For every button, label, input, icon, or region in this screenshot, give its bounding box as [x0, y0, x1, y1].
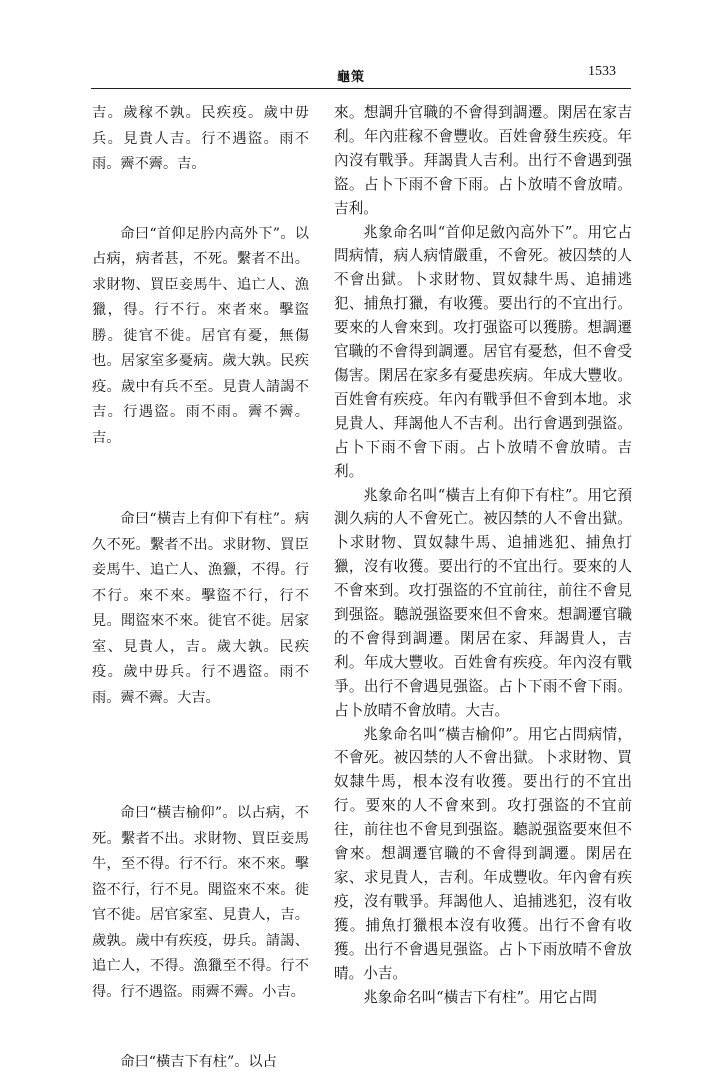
right-column-translation [334, 101, 632, 1009]
left-paragraph-3: 命曰“橫吉上有仰下有柱”。病久不死。繫者不出。求財物、買臣妾馬牛、追亡人、漁獵，不得。行不行。來不來。擊盜不行，行不見。聞盜來不來。徙官不徙。居家室、見貴人，吉。歲大孰。民疾疫。歲中毋兵。行不遇盜。雨不雨。霽不霽。大吉。 [92, 511, 309, 706]
left-column-original-text [92, 101, 309, 1076]
left-paragraph-1: 吉。歲稼不孰。民疾疫。歲中毋兵。見貴人吉。行不遇盜。雨不雨。霽不霽。吉。 [92, 105, 309, 172]
right-paragraph-1: 來。想調升官職的不會得到調遷。閑居在家吉利。年內莊稼不會豐收。百姓會發生疾疫。年內沒有戰爭。拜謁貴人吉利。出行不會遇到强盜。占卜下雨不會下雨。占卜放晴不會放晴。吉利。 [334, 104, 632, 217]
running-title: 龜策 [337, 70, 366, 85]
page-number: 1533 [588, 64, 616, 79]
right-paragraph-2: 兆象命名叫“首仰足斂內高外下”。用它占問病情，病人病情嚴重，不會死。被囚禁的人不會出獄。卜求財物、買奴隸牛馬、追捕逃犯、捕魚打獵，有收獲。要出行的不宜出行。要來的人會來到。攻打强盜可以獲勝。想調遷官職的不會得到調遷。居官有憂愁，但不會受傷害。閑居在家多有憂患疾病。年成大豐收。百姓會有疾疫。年內有戰爭但不會到本地。求見貴人、拜謁他人不吉利。出行會遇到强盜。占卜下雨不會下雨。占卜放晴不會放晴。吉利。 [334, 223, 632, 480]
header-rule [91, 88, 631, 89]
left-paragraph-2: 命曰“首仰足肣内高外下”。以占病，病者甚，不死。繫者不出。求財物、買臣妾馬牛、追亡人、漁獵，得。行不行。來者來。擊盜勝。徙官不徙。居官有憂，無傷也。居家室多憂病。歲大孰。民疾疫。歲中有兵不至。見貴人請謁不吉。行遇盜。雨不雨。霽不霽。吉。 [92, 225, 309, 446]
right-paragraph-4: 兆象命名叫“橫吉榆仰”。用它占問病情，不會死。被囚禁的人不會出獄。卜求財物、買奴隸牛馬，根本沒有收獲。要出行的不宜出行。要來的人不會來到。攻打强盜的不宜前往，前往也不會見到强盜。聽説强盜要來但不會來。想調遷官職的不會得到調遷。閑居在家、求見貴人，吉利。年成豐收。年內會有疾疫，沒有戰爭。拜謁他人、追捕逃犯，沒有收獲。捕魚打獵根本沒有收獲。出行不會有收獲。出行不會遇見强盜。占卜下雨放晴不會放晴。小吉。 [334, 725, 632, 982]
left-paragraph-4: 命曰“橫吉榆仰”。以占病，不死。繫者不出。求財物、買臣妾馬牛，至不得。行不行。來不來。擊盜不行，行不見。聞盜來不來。徙官不徙。居官家室、見貴人，吉。歲孰。歲中有疾疫，毋兵。請謁、追亡人，不得。漁獵至不得。行不得。行不遇盜。雨霽不霽。小吉。 [92, 805, 309, 1000]
right-paragraph-5: 兆象命名叫“橫吉下有柱”。用它占問 [363, 988, 598, 1006]
right-paragraph-3: 兆象命名叫“橫吉上有仰下有柱”。用它預測久病的人不會死亡。被囚禁的人不會出獄。卜求財物、買奴隸牛馬、追捕逃犯、捕魚打獵，沒有收獲。要出行的不宜出行。要來的人不會來到。攻打强盜的不宜前往，前往不會見到强盜。聽説强盜要來但不會來。想調遷官職的不會得到調遷。閑居在家、拜謁貴人，吉利。年成大豐收。百姓會有疾疫。年內沒有戰爭。出行不會遇見强盜。占卜下雨不會下雨。占卜放晴不會放晴。大吉。 [334, 486, 632, 719]
left-paragraph-5: 命曰“橫吉下有柱”。以占 [120, 1054, 277, 1070]
